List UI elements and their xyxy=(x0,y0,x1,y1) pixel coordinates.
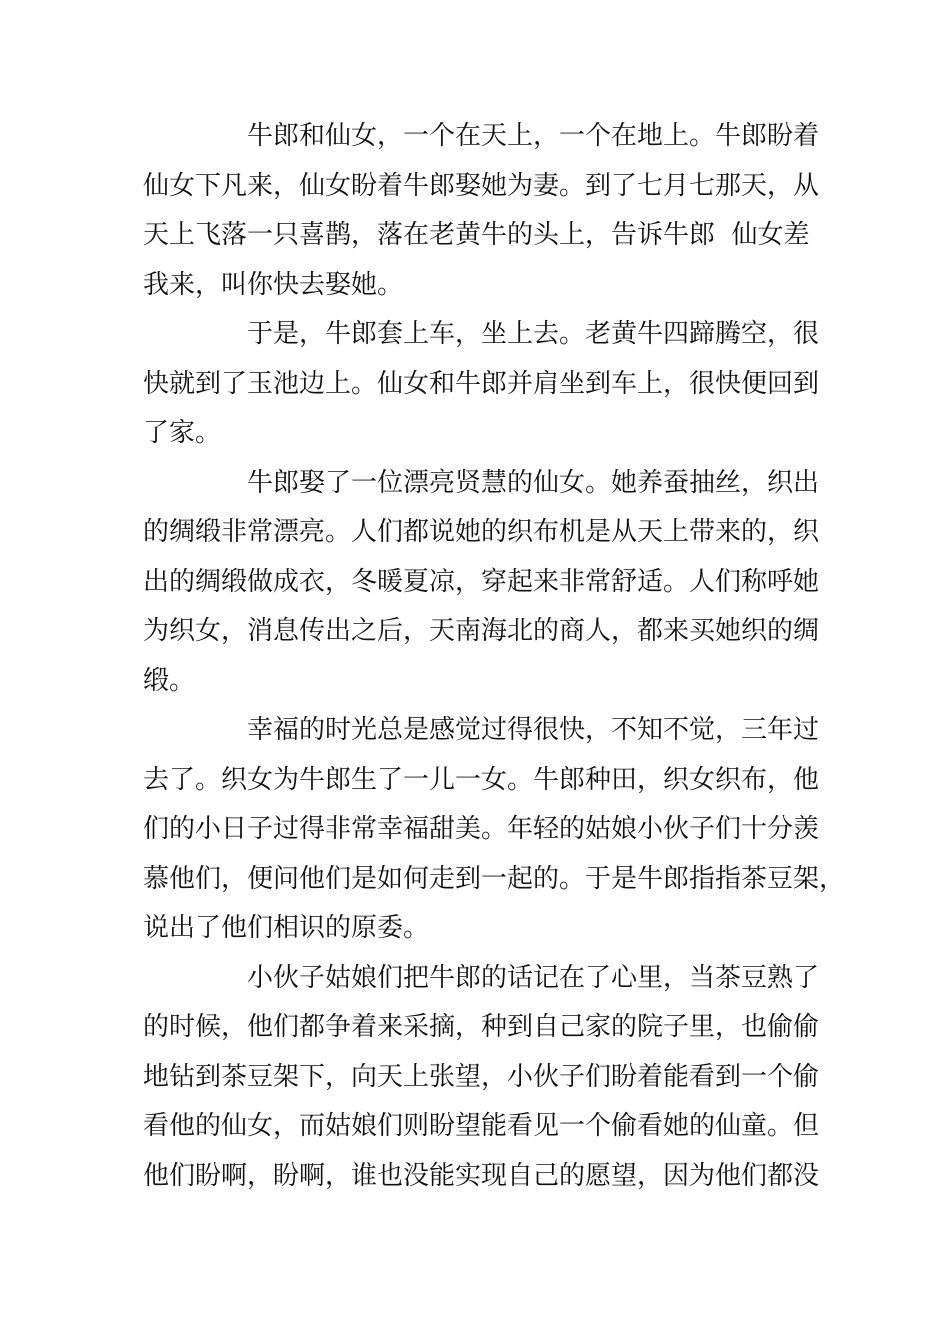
text-line: 说出了他们相识的原委。 xyxy=(143,913,430,943)
text-line: 们的小日子过得非常幸福甜美。年轻的姑娘小伙子们十分羡 xyxy=(143,814,820,844)
text-line: 缎。 xyxy=(143,665,196,696)
text-line: 去了。织女为牛郎生了一儿一女。牛郎种田，织女织布，他 xyxy=(143,764,820,795)
text-line: 小伙子姑娘们把牛郎的话记在了心里，当茶豆熟了 xyxy=(247,962,820,993)
text-line: 为织女，消息传出之后，天南海北的商人，都来买她织的绸 xyxy=(143,616,820,646)
text-line: 牛郎和仙女，一个在天上，一个在地上。牛郎盼着 xyxy=(247,121,820,151)
text-line: 于是，牛郎套上车，坐上去。老黄牛四蹄腾空，很 xyxy=(247,319,820,349)
text-line: 幸福的时光总是感觉过得很快，不知不觉，三年过 xyxy=(247,715,820,745)
paragraph-2 xyxy=(143,310,820,459)
text-line: 牛郎娶了一位漂亮贤慧的仙女。她养蚕抽丝，织出 xyxy=(247,467,820,498)
text-line: 地钻到茶豆架下，向天上张望，小伙子们盼着能看到一个偷 xyxy=(143,1061,820,1092)
paragraph-1 xyxy=(143,112,820,310)
text-line: 快就到了玉池边上。仙女和牛郎并肩坐到车上，很快便回到 xyxy=(143,368,820,399)
body-text xyxy=(143,112,846,1201)
text-line: 的绸缎非常漂亮。人们都说她的织布机是从天上带来的，织 xyxy=(143,517,820,547)
text-line: 出的绸缎做成衣，冬暖夏凉，穿起来非常舒适。人们称呼她 xyxy=(143,566,820,597)
paragraph-5 xyxy=(143,954,820,1202)
text-line: 天上飞落一只喜鹊，落在老黄牛的头上，告诉牛郎 仙女差 xyxy=(143,220,810,250)
text-line: 我来，叫你快去娶她。 xyxy=(143,269,404,300)
text-line: 慕他们，便问他们是如何走到一起的。于是牛郎指指茶豆架， xyxy=(143,863,846,894)
text-line: 的时候，他们都争着来采摘，种到自己家的院子里，也偷偷 xyxy=(143,1012,820,1042)
paragraph-4 xyxy=(143,706,846,954)
paragraph-3 xyxy=(143,459,820,707)
text-line: 他们盼啊，盼啊，谁也没能实现自己的愿望，因为他们都没 xyxy=(143,1160,820,1191)
text-line: 仙女下凡来，仙女盼着牛郎娶她为妻。到了七月七那天，从 xyxy=(143,170,820,201)
text-line: 看他的仙女，而姑娘们则盼望能看见一个偷看她的仙童。但 xyxy=(143,1111,820,1141)
text-line: 了家。 xyxy=(143,418,222,448)
